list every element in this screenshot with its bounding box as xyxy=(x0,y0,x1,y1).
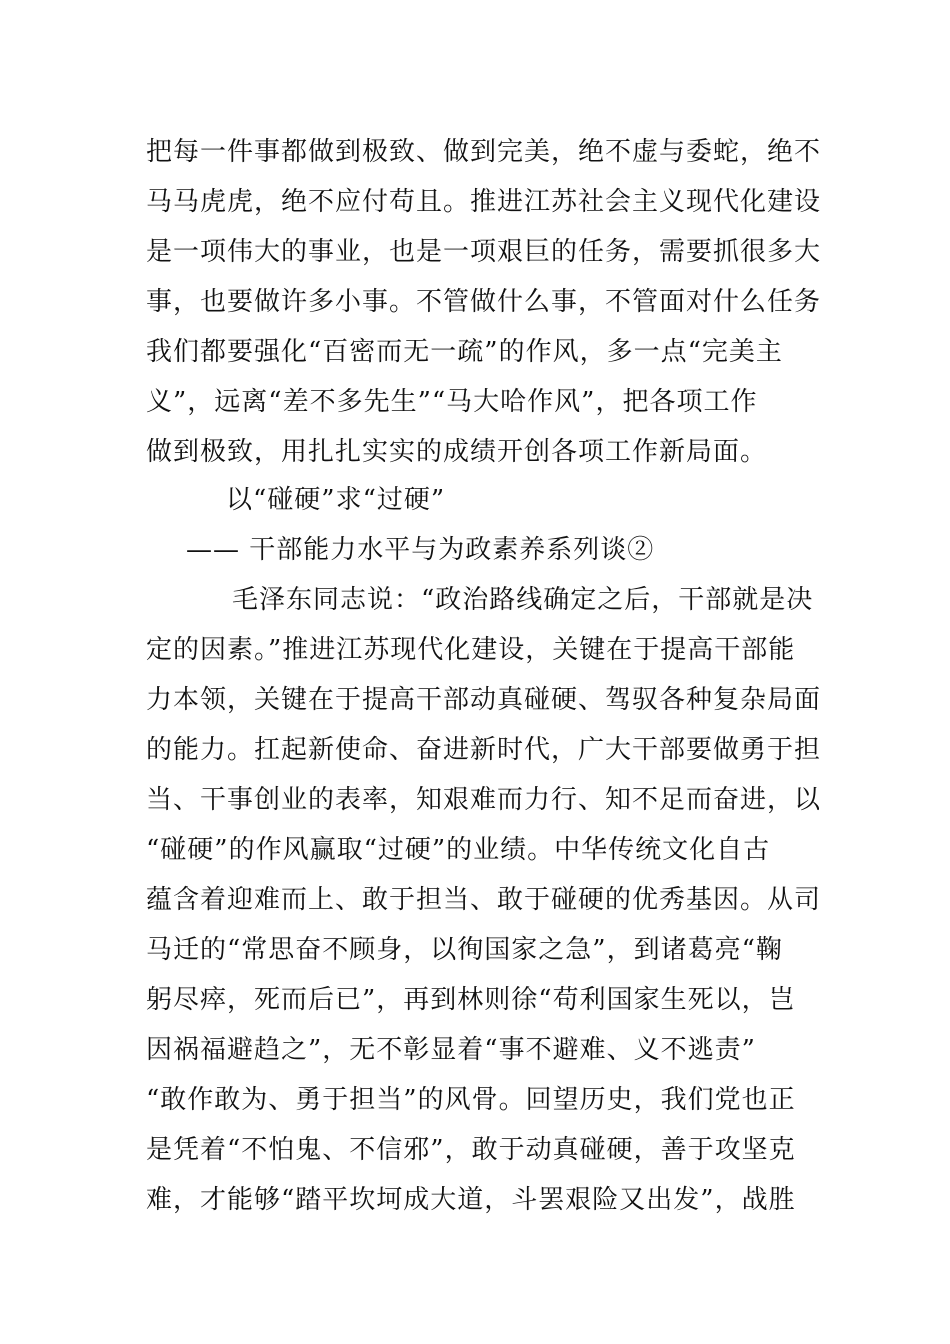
text-line: 当、干事创业的表率，知艰难而力行、知不足而奋进，以 xyxy=(146,785,822,815)
text-line: 是凭着“不怕鬼、不信邪”，敢于动真碰硬，善于攻坚克 xyxy=(146,1135,796,1165)
text-line: 我们都要强化“百密而无一疏”的作风，多一点“完美主 xyxy=(146,337,783,367)
text-line: 马迁的“常思奋不顾身，以徇国家之急”，到诸葛亮“鞠 xyxy=(146,935,783,965)
article-title: 以“碰硬”求“过硬” xyxy=(226,485,446,515)
text-line: “碰硬”的作风赢取“过硬”的业绩。中华传统文化自古 xyxy=(146,835,771,865)
text-line: “敢作敢为、勇于担当”的风骨。回望历史，我们党也正 xyxy=(146,1085,796,1115)
text-line: 马马虎虎，绝不应付苟且。推进江苏社会主义现代化建设 xyxy=(146,187,822,217)
text-line: 定的因素。”推进江苏现代化建设，关键在于提高干部能 xyxy=(146,635,796,665)
text-line: 把每一件事都做到极致、做到完美，绝不虚与委蛇，绝不 xyxy=(146,137,822,167)
article-subtitle: —— 干部能力水平与为政素养系列谈② xyxy=(186,535,655,565)
text-line: 事，也要做许多小事。不管做什么事，不管面对什么任务 xyxy=(146,287,822,317)
text-line: 因祸福避趋之”，无不彰显着“事不避难、义不逃责” xyxy=(146,1035,756,1065)
text-line: 义”，远离“差不多先生”“马大哈作风”，把各项工作 xyxy=(146,387,758,417)
text-line: 做到极致，用扎扎实实的成绩开创各项工作新局面。 xyxy=(146,437,768,467)
text-line: 难，才能够“踏平坎坷成大道，斗罢艰险又出发”，战胜 xyxy=(146,1185,796,1215)
paragraph-first-line: 毛泽东同志说：“政治路线确定之后，干部就是决 xyxy=(232,585,814,615)
text-line: 的能力。扛起新使命、奋进新时代，广大干部要做勇于担 xyxy=(146,735,822,765)
text-line: 力本领，关键在于提高干部动真碰硬、驾驭各种复杂局面 xyxy=(146,685,822,715)
text-line: 蕴含着迎难而上、敢于担当、敢于碰硬的优秀基因。从司 xyxy=(146,885,822,915)
text-line: 躬尽瘁，死而后已”，再到林则徐“苟利国家生死以，岂 xyxy=(146,985,796,1015)
text-line: 是一项伟大的事业，也是一项艰巨的任务，需要抓很多大 xyxy=(146,237,822,267)
